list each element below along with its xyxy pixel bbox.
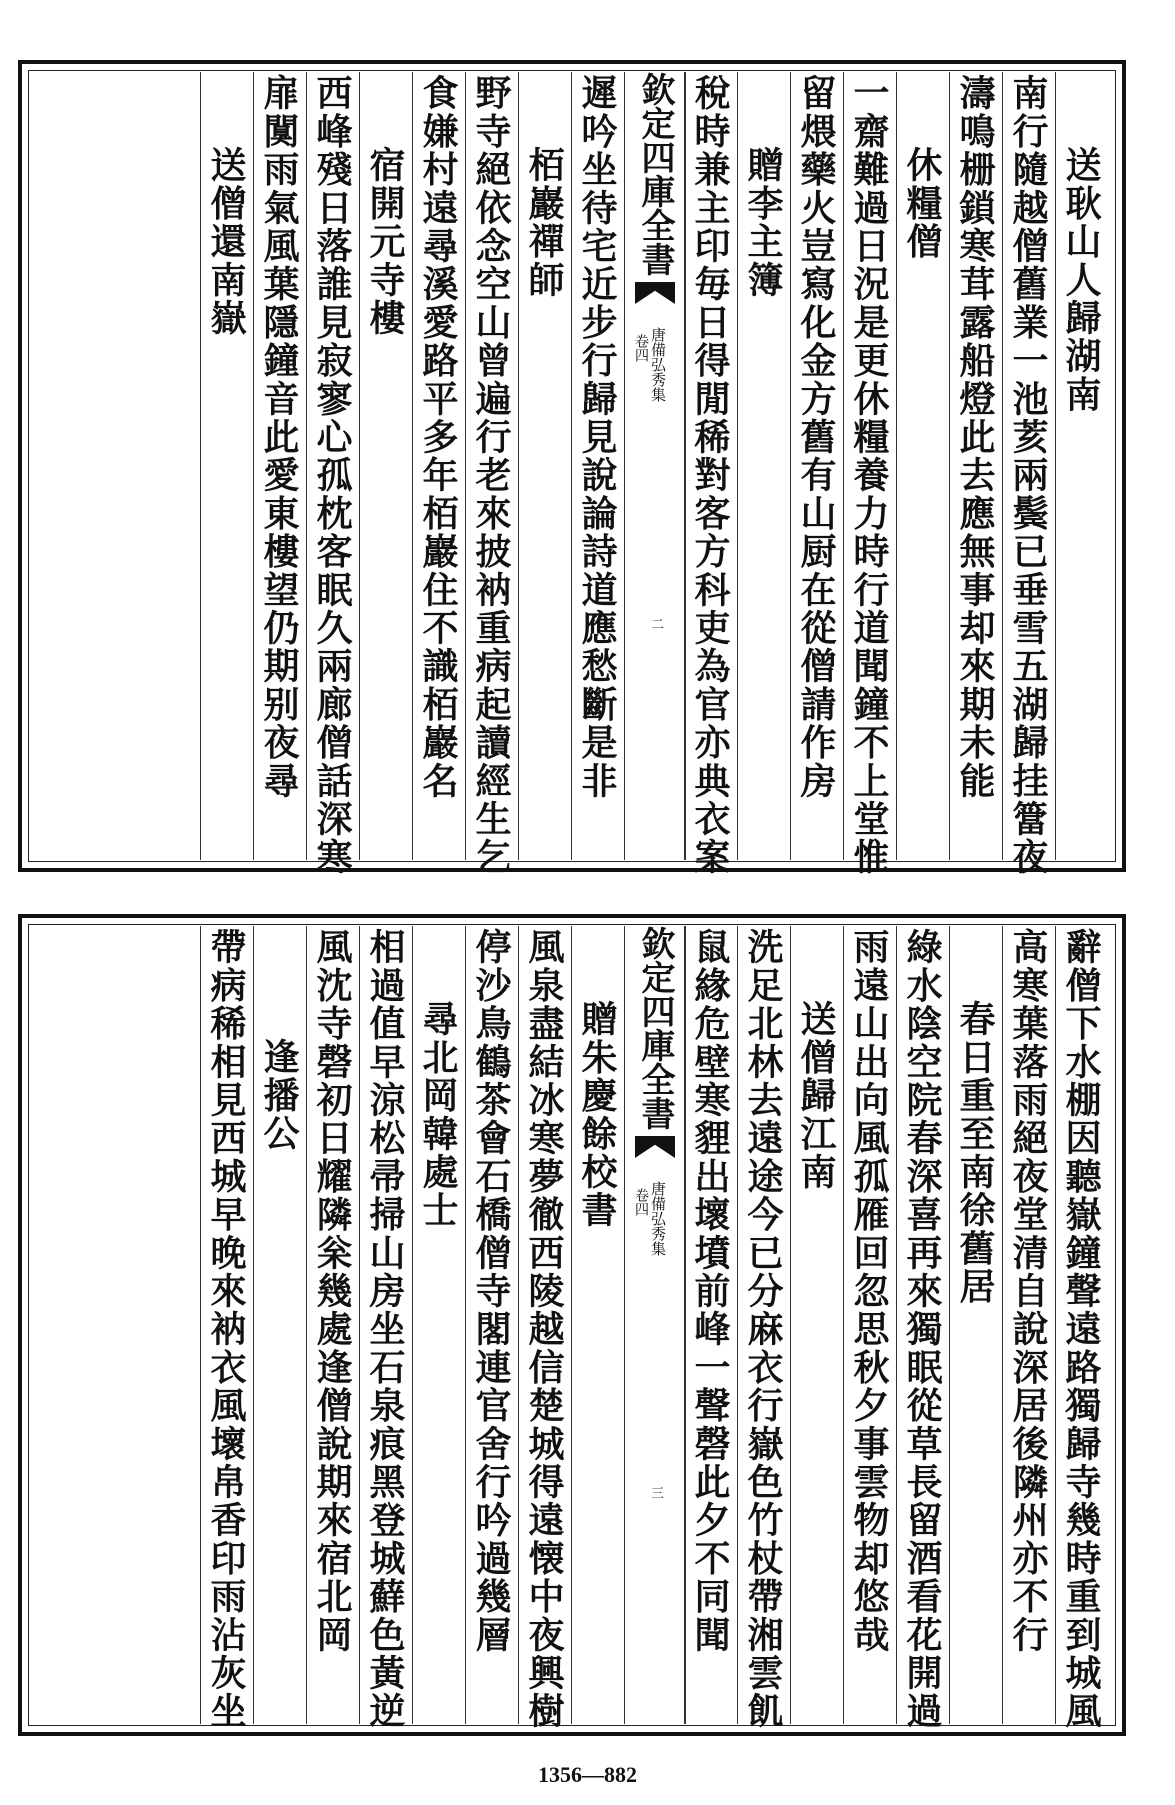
poem-line: 洗足北林去遠途今已分麻衣行嶽色竹杖帶湘雲飢 — [742, 928, 783, 1731]
text-column — [306, 926, 356, 1724]
poem-line: 西峰殘日落誰見寂寥心孤枕客眠久兩廊僧話深寒 — [311, 74, 352, 877]
text-column — [896, 926, 946, 1731]
poem-title: 送僧歸江南 — [795, 1000, 836, 1191]
text-column — [465, 72, 515, 877]
fold-title: 欽定四庫全書 — [635, 72, 675, 276]
text-column — [790, 926, 840, 1724]
poem-line: 扉闃雨氣風葉隱鐘音此愛東樓望仍期别夜尋 — [258, 74, 299, 800]
text-column — [1055, 926, 1105, 1731]
poem-title: 贈朱慶餘校書 — [576, 1000, 617, 1230]
text-column — [200, 926, 250, 1731]
poem-line: 留煨藥火豈寫化金方舊有山厨在從僧請作房 — [795, 74, 836, 800]
text-column — [843, 926, 893, 1724]
poem-line: 南行隨越僧舊業一池荄兩鬓已垂雪五湖歸挂簹夜 — [1007, 74, 1048, 877]
fold-center — [624, 72, 686, 860]
text-column — [684, 926, 734, 1724]
text-column — [790, 72, 840, 860]
poem-title: 逢播公 — [258, 1038, 299, 1153]
poem-line: 停沙鳥鶴茶會石橋僧寺閣連官舍行吟過幾層 — [470, 928, 511, 1654]
poem-line: 帶病稀相見西城早晚來衲衣風壞帛香印雨沾灰坐 — [205, 928, 246, 1731]
text-column — [737, 926, 787, 1731]
text-column — [1002, 72, 1052, 877]
text-column — [412, 72, 462, 860]
text-column — [359, 926, 409, 1731]
poem-line: 濤鳴栅鎖寒茸露船燈此去應無事却來期未能 — [954, 74, 995, 800]
text-column — [949, 926, 999, 1724]
poem-line: 高寒葉落雨絕夜堂清自說深居後隣州亦不行 — [1007, 928, 1048, 1654]
text-column — [684, 72, 734, 877]
poem-line: 風沈寺磬初日耀隣枀幾處逢僧說期來宿北岡 — [311, 928, 352, 1654]
fold-title: 欽定四庫全書 — [635, 926, 675, 1130]
text-column — [1055, 72, 1105, 860]
top-page — [18, 60, 1126, 877]
text-column — [359, 72, 409, 860]
poem-title: 宿開元寺樓 — [364, 146, 405, 337]
text-column — [518, 926, 568, 1731]
poem-title: 栢巖禪師 — [523, 146, 564, 299]
poem-line: 相過值早涼松帚掃山房坐石泉痕黑登城蘚色黃逆 — [364, 928, 405, 1731]
poem-title: 春日重至南徐舊居 — [954, 1000, 995, 1306]
fold-page-number: 三 — [648, 1486, 663, 1499]
poem-line: 雨遠山出向風孤雁回忽思秋夕事雲物却悠哉 — [848, 928, 889, 1654]
poem-line: 一齋難過日況是更休糧養力時行道聞鐘不上堂惟 — [848, 74, 889, 877]
poem-line: 稅時兼主印毎日得閒稀對客方科吏為官亦典衣案 — [689, 74, 730, 877]
poem-line: 遲吟坐待宅近步行歸見說論詩道應愁斷是非 — [576, 74, 617, 800]
poem-title: 送耿山人歸湖南 — [1060, 146, 1101, 414]
text-column — [949, 72, 999, 860]
poem-line: 辭僧下水棚因聽嶽鐘聲遠路獨歸寺幾時重到城風 — [1060, 928, 1101, 1731]
fishtail-mark — [635, 1136, 675, 1158]
poem-line: 綠水陰空院春深喜再來獨眠從草長留酒看花開過 — [901, 928, 942, 1731]
text-column — [737, 72, 787, 860]
text-column — [253, 926, 303, 1724]
fold-page-number: 二 — [648, 617, 663, 630]
text-column — [571, 72, 621, 860]
text-column — [1002, 926, 1052, 1724]
poem-line: 野寺絕依念空山曾遍行老來披衲重病起讀經生乞 — [470, 74, 511, 877]
text-column — [518, 72, 568, 860]
text-column — [253, 72, 303, 860]
poem-line: 鼠緣危壁寒貍出壞墳前峰一聲磬此夕不同聞 — [689, 928, 730, 1654]
poem-title: 贈李主簿 — [742, 146, 783, 299]
text-column — [306, 72, 356, 877]
text-column — [412, 926, 462, 1724]
fold-volume: 卷四 — [633, 334, 649, 362]
page-number: 1356—882 — [538, 1762, 637, 1787]
poem-title: 尋北岡韓處士 — [417, 1000, 458, 1230]
fold-book-title: 唐備弘秀集 — [649, 327, 667, 402]
text-column — [896, 72, 946, 860]
text-column — [843, 72, 893, 877]
bottom-page — [18, 914, 1126, 1736]
fishtail-mark — [635, 282, 675, 304]
text-column — [465, 926, 515, 1724]
fold-volume: 卷四 — [633, 1188, 649, 1216]
text-column — [200, 72, 250, 860]
poem-title: 送僧還南嶽 — [205, 146, 246, 337]
fold-book-title: 唐備弘秀集 — [649, 1181, 667, 1256]
poem-line: 食嫌村遠尋溪愛路平多年栢巖住不識栢巖名 — [417, 74, 458, 800]
poem-title: 休糧僧 — [901, 146, 942, 261]
poem-line: 風泉盡結冰寒夢徹西陵越信楚城得遠懐中夜興樹 — [523, 928, 564, 1731]
text-column — [571, 926, 621, 1724]
fold-center — [624, 926, 686, 1724]
